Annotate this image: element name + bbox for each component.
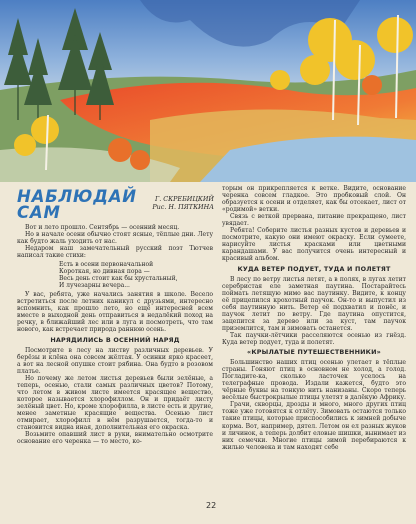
- article-title: [17, 189, 137, 221]
- paragraph: Ребята! Соберите листья разных кустов и деревьев и посмотрите, какую они имеют окраску. Если сумеете, нарисуйте листья красками или цветными карандашами. У вас получится очень интересный и красивый альбом.: [222, 227, 406, 263]
- poem-line: Есть в осени первоначальной: [59, 261, 154, 269]
- paragraph: Так паучки-лётчики расселяются осенью из гнёзд. Куда ветер подует, туда и полетят.: [222, 331, 406, 346]
- paragraph: Возьмите опавший лист в руки, внимательно осмотрите основание его черенка — то место, ко-: [17, 431, 213, 446]
- paragraph: Большинство наших птиц осенью улетает в тёплые страны. Гоняют птиц в основном не холод, а голод. Погладите-ка, сколько ласточек уселось на телеграфные провода. Издали кажется, будто это чёрные буквы на тонкую нить нанизаны. Скоро теперь весёлые быстрокрылые птицы улетят в далёкую Африку.: [222, 359, 406, 402]
- page-number: 22: [206, 501, 217, 510]
- author-name: Г. СКРЕБИЦКИЙ: [154, 195, 214, 203]
- paragraph: Связь с веткой прервана, питание прекращено, лист увядает.: [222, 213, 406, 228]
- poem-line: Короткая, но дивная пора —: [59, 268, 150, 276]
- autumn-landscape-illustration: [0, 0, 416, 182]
- paragraph: Посмотрите в лесу на листву различных деревьев. У берёзы и клёна она совсем жёлтая. У осинки ярко красеет, а вот на лесной опушке стоит рябина. Она будто в розовом платье.: [17, 346, 213, 375]
- artist-credit: Рис. Н. ПЯТКИНА: [152, 203, 214, 211]
- section-heading: НАРЯДИЛИСЬ В ОСЕННИЙ НАРЯД: [50, 335, 180, 344]
- paragraph: У вас, ребята, уже начались занятия в школе. Весело встретиться после летних каникул с друзьями, интересно вспомнить, как прошло лето, но ещё интересней всем вместе в выходной день отправиться в недалёкий поход на речку, в ближайший лес или в луга и посмотреть, что там нового, как встречает природа раннюю осень.: [17, 291, 213, 334]
- left-column: [17, 224, 213, 445]
- title-line-1: НАБЛЮДАЙ: [17, 187, 137, 206]
- paragraph: торым он прикрепляется к ветке. Видите, основание черенка совсем гладкое. Это пробковый слой. Он образуется к осени и отделяет, как бы отсекает, лист от «родимой» ветки.: [222, 185, 406, 214]
- section-heading: «КРЫЛАТЫЕ ПУТЕШЕСТВЕННИКИ»: [247, 348, 381, 357]
- paragraph: Но в начале осени обычно стоят ясные, тёплые дни. Лету как будто жаль уходить от нас.: [17, 231, 213, 246]
- paragraph: Грачи, скворцы, дрозды и много, много других птиц тоже уже готовятся к отлёту. Зимовать остаются только такие птицы, которые приспособились к зимней добыче корма. Вот, например, дятел. Летом он ел разных жуков и личинок, а теперь долбит еловые шишки, вынимает из них семечки. Многие птицы зимой перебираются к жилью человека и там находят себе: [222, 401, 406, 451]
- poem-line: Весь день стоит как бы хрустальный,: [59, 275, 178, 283]
- right-column: [222, 185, 406, 451]
- paragraph: Вот и лето прошло. Сентябрь — осенний месяц.: [25, 224, 180, 231]
- poem-line: И лучезарны вечера...: [59, 282, 130, 290]
- section-heading: КУДА ВЕТЕР ПОДУЕТ, ТУДА И ПОЛЕТЯТ: [237, 264, 391, 273]
- poem: [59, 261, 213, 289]
- paragraph: Но почему же летом листья деревьев были зелёные, а теперь, осенью, стали самых различных цветов? Потому, что летом в живом листе имеется красящее вещество, которое называется хлорофиллом. Он и придаёт листу зелёный цвет. Но, кроме хлорофилла, в листе есть и другие, менее заметные красящие вещества. Осенью лист отмирает, хлорофилл в нём разрушается, тогда-то и становится видна иная, дополнительная его окраска.: [17, 374, 213, 432]
- author-block: [128, 195, 214, 211]
- paragraph: В лесу по ветру листья летят, а в полях, в лугах летит серебристая еле заметная паутина. Постарайтесь поймать летящую мимо вас паутинку. Видите, к концу её прицепился крохотный паучок. Он-то и выпустил из себя паутинную нить. Ветер её подхватил и понёс, и паучок летит по ветру. Где паутина опустится, зацепится за дерево или за куст, там паучок приземлится, там и зимовать останется.: [222, 275, 406, 332]
- title-line-2: САМ: [17, 203, 61, 222]
- paragraph: Недаром наш замечательный русский поэт Тютчев написал такие стихи:: [17, 245, 213, 260]
